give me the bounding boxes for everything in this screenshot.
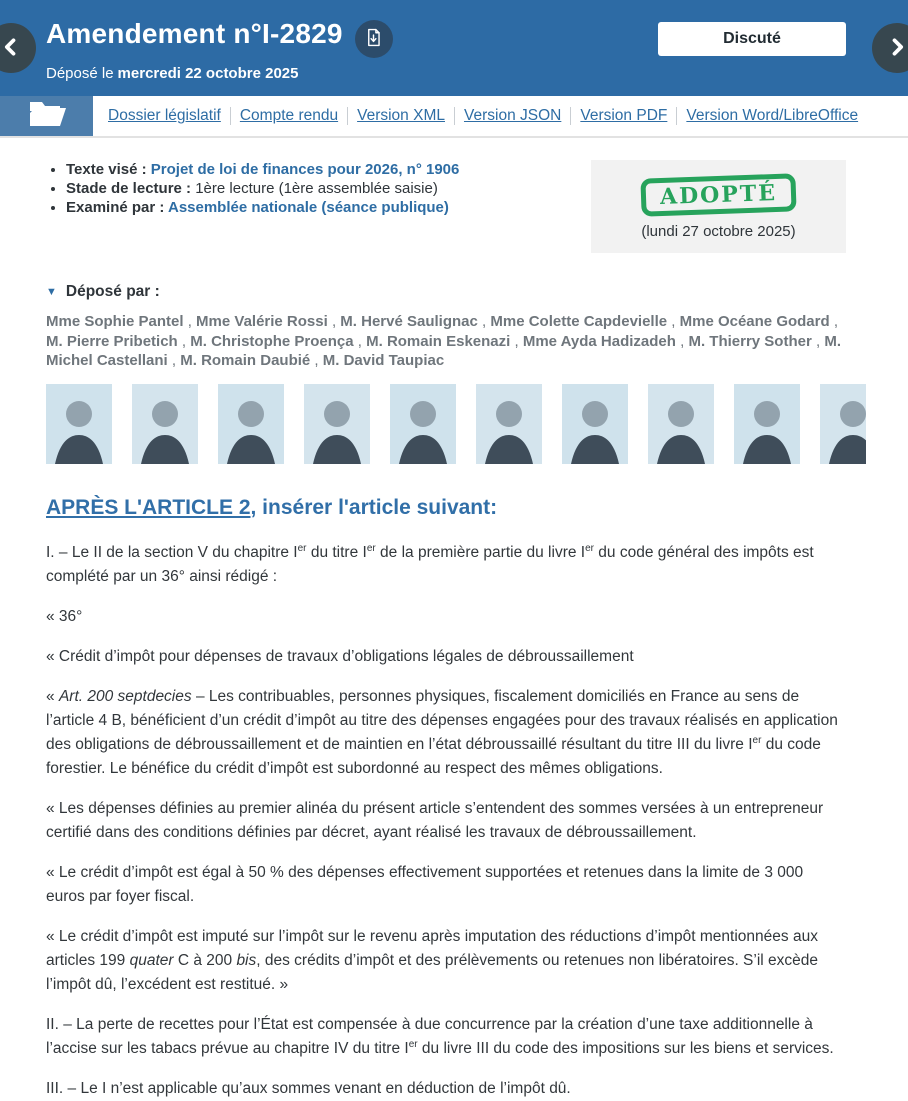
nav-link-compte-rendu[interactable]: Compte rendu: [239, 107, 339, 124]
amendment-paragraph: « Les dépenses définies au premier alinéa du présent article s’entendent des sommes versées à un entrepreneur certifié dans des conditions définies par décret, ayant réalisé les travaux de débroussaillement.: [46, 799, 824, 841]
author-separator: ,: [675, 332, 689, 350]
author-link-m-david-taupiac[interactable]: M. David Taupiac: [322, 352, 445, 369]
deposit-date-line: [46, 65, 908, 82]
author-link-mme-colette-capdevielle[interactable]: Mme Colette Capdevielle: [490, 313, 668, 330]
amendment-paragraph: « 36°: [46, 607, 83, 625]
deputy-photo[interactable]: [390, 384, 456, 464]
version-links: [93, 96, 867, 136]
amendment-header: [0, 0, 908, 96]
chevron-right-icon: [887, 37, 907, 60]
author-separator: ,: [829, 313, 838, 330]
adopted-stamp: ADOPTÉ: [640, 173, 796, 216]
deputy-photo[interactable]: [820, 384, 866, 464]
authors-photo-row: [46, 384, 866, 464]
nav-link-version-pdf[interactable]: Version PDF: [580, 107, 668, 124]
author-link-mme-val-rie-rossi[interactable]: Mme Valérie Rossi: [196, 313, 328, 330]
deputy-photo[interactable]: [46, 384, 112, 464]
adopted-date: (lundi 27 octobre 2025): [641, 223, 796, 240]
author-separator: ,: [177, 332, 191, 350]
meta-item-stade-de-lecture: [66, 179, 459, 198]
author-link-mme-sophie-pantel[interactable]: Mme Sophie Pantel: [46, 313, 184, 330]
status-badge: Discuté: [658, 22, 846, 56]
amendment-paragraph: « Art. 200 septdecies – Les contribuables, personnes physiques, fiscalement domiciliés en France au sens de l’article 4 B, bénéficient d’un crédit d’impôt au titre des dépenses engagées pour des travaux réalisés en application des obligations de débroussaillement et de maintien en l’état débroussaillé résultant du titre III du livre Ier du code forestier. Le bénéfice du crédit d’impôt est subordonné au respect des mêmes obligations.: [46, 687, 838, 777]
meta-label: Examiné par :: [66, 199, 168, 216]
nav-link-dossier-l-gislatif[interactable]: Dossier législatif: [108, 107, 221, 124]
amendment-meta-list: [46, 160, 459, 217]
dossier-folder-tab[interactable]: [0, 96, 93, 136]
nav-link-version-json[interactable]: Version JSON: [463, 107, 562, 124]
page-title: Amendement n°I-2829: [46, 18, 343, 49]
author-separator: ,: [510, 332, 523, 350]
meta-value: 1ère lecture (1ère assemblée saisie): [195, 180, 438, 197]
author-separator: ,: [167, 352, 181, 369]
author-link-mme-ayda-hadizadeh[interactable]: Mme Ayda Hadizadeh: [522, 332, 676, 350]
amendment-paragraph: I. – Le II de la section V du chapitre Ier du titre Ier de la première partie du livre Ier du code général des impôts est complété par un 36° ainsi rédigé :: [46, 542, 814, 585]
meta-item-texte-vis: [66, 160, 459, 179]
decision-panel: [591, 160, 846, 253]
nav-link-version-xml[interactable]: Version XML: [357, 107, 445, 124]
author-link-m-herv-saulignac[interactable]: M. Hervé Saulignac: [340, 313, 478, 330]
amendment-body: [46, 541, 846, 1101]
author-separator: ,: [811, 332, 825, 350]
deposit-label: Déposé le: [46, 64, 114, 82]
nav-link-version-word-libreoffice[interactable]: Version Word/LibreOffice: [686, 107, 859, 124]
deputy-photo[interactable]: [562, 384, 628, 464]
meta-item-examin-par: [66, 198, 459, 217]
deputy-photo[interactable]: [476, 384, 542, 464]
authors-toggle-label: Déposé par :: [65, 283, 160, 300]
document-tab-bar: [0, 96, 908, 138]
author-link-m-michel-castellani[interactable]: M. Michel Castellani: [46, 332, 841, 369]
deputy-photo[interactable]: [218, 384, 284, 464]
deposit-date: mercredi 22 octobre 2025: [117, 64, 299, 82]
deputy-photo[interactable]: [734, 384, 800, 464]
author-link-m-thierry-sother[interactable]: M. Thierry Sother: [688, 332, 812, 350]
authors-name-list: [46, 312, 846, 371]
author-link-m-christophe-proen-a[interactable]: M. Christophe Proença: [190, 332, 354, 350]
author-separator: ,: [477, 313, 491, 330]
meta-link[interactable]: Projet de loi de finances pour 2026, n° 1906: [150, 161, 460, 178]
article-heading-rest: , insérer l'article suivant:: [250, 495, 498, 519]
chevron-left-icon: [1, 37, 21, 60]
amendment-paragraph: « Crédit d’impôt pour dépenses de travaux d’obligations légales de débroussaillement: [46, 647, 634, 665]
meta-label: Stade de lecture :: [66, 180, 196, 197]
meta-link[interactable]: Assemblée nationale (séance publique): [167, 199, 449, 216]
chevron-down-icon: ▼: [46, 285, 57, 298]
article-heading-link[interactable]: APRÈS L'ARTICLE 2: [46, 495, 251, 519]
author-separator: ,: [183, 313, 197, 330]
author-separator: ,: [327, 313, 341, 330]
amendment-content: [0, 160, 908, 1101]
amendment-paragraph: « Le crédit d’impôt est imputé sur l’impôt sur le revenu après imputation des réductions d’impôt mentionnées aux articles 199 quater C à 200 bis, des crédits d’impôt et des prélèvements ou retenues non libératoires. S’il excède l’impôt dû, l’excédent est restitué. »: [46, 927, 819, 993]
meta-label: Texte visé :: [66, 161, 151, 178]
deputy-photo[interactable]: [132, 384, 198, 464]
amendment-paragraph: III. – Le I n’est applicable qu’aux sommes venant en déduction de l’impôt dû.: [46, 1079, 571, 1097]
author-separator: ,: [353, 332, 367, 350]
deputy-photo[interactable]: [304, 384, 370, 464]
article-heading: [46, 496, 846, 520]
amendment-paragraph: II. – La perte de recettes pour l’État est compensée à due concurrence par la création d’une taxe additionnelle à l’accise sur les tabacs prévue au chapitre IV du titre Ier du livre III du code des impositions sur les biens et services.: [46, 1015, 834, 1057]
author-link-mme-oc-ane-godard[interactable]: Mme Océane Godard: [679, 313, 830, 330]
folder-icon: [26, 98, 68, 135]
author-separator: ,: [667, 313, 680, 330]
author-separator: ,: [310, 352, 323, 369]
authors-toggle[interactable]: [46, 283, 846, 301]
deputy-photo[interactable]: [648, 384, 714, 464]
author-link-m-romain-eskenazi[interactable]: M. Romain Eskenazi: [366, 332, 511, 350]
author-link-m-romain-daubi[interactable]: M. Romain Daubié: [180, 352, 311, 369]
amendment-paragraph: « Le crédit d’impôt est égal à 50 % des dépenses effectivement supportées et retenues dans la limite de 3 000 euros par foyer fiscal.: [46, 863, 804, 905]
pdf-download-icon: [364, 28, 383, 50]
pdf-download-button[interactable]: [355, 20, 393, 58]
author-link-m-pierre-pribetich[interactable]: M. Pierre Pribetich: [46, 332, 178, 350]
